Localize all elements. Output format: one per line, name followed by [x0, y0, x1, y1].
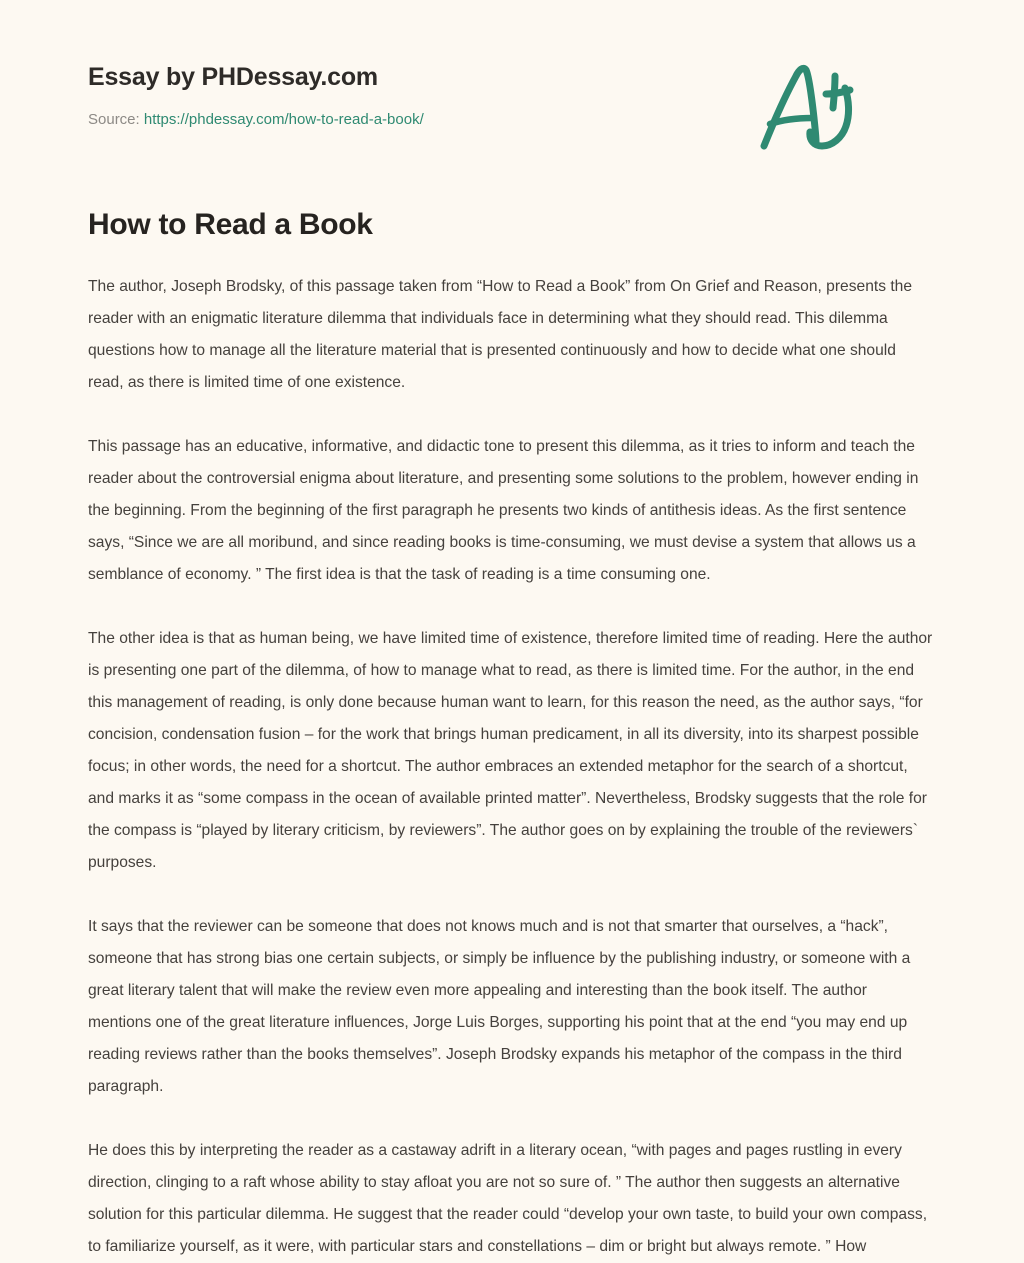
article-body [88, 243, 933, 1263]
paragraph: He does this by interpreting the reader as a castaway adrift in a literary ocean, “with pages and pages rustling in every direction, clinging to a raft whose ability to stay afloat you are not so sure of. ” The author then suggests an alternative solution for this particular dilemma. He suggest that the reader could “develop your own taste, to build your own compass, to familiarize yourself, as it were, with particular stars and constellations – dim or bright but always remote. ” How [88, 1142, 928, 1255]
page-header [88, 0, 936, 130]
page-title: How to Read a Book [88, 207, 373, 241]
brand-title: Essay by PHDessay.com [88, 63, 378, 91]
source-label: Source: [88, 111, 140, 128]
source-url-link[interactable]: https://phdessay.com/how-to-read-a-book/ [143, 111, 424, 128]
a-plus-logo-icon [754, 52, 858, 162]
paragraph: This passage has an educative, informative, and didactic tone to present this dilemma, as it tries to inform and teach the reader about the controversial enigma about literature, and presenting some solutions to the problem, however ending in the beginning. From the beginning of the first paragraph he presents two kinds of antithesis ideas. As the first sentence says, “Since we are all moribund, and since reading books is time-consuming, we must devise a system that allows us a semblance of economy. ” The first idea is that the task of reading is a time consuming one. [88, 438, 919, 583]
paragraph: It says that the reviewer can be someone that does not knows much and is not that smarter that ourselves, a “hack”, someone that has strong bias one certain subjects, or simply be influence by the publishing industry, or someone with a great literary talent that will make the review even more appealing and interesting than the book itself. The author mentions one of the great literature influences, Jorge Luis Borges, supporting his point that at the end “you may end up reading reviews rather than the books themselves”. Joseph Brodsky expands his metaphor of the compass in the third paragraph. [88, 918, 911, 1095]
paragraph: The author, Joseph Brodsky, of this passage taken from “How to Read a Book” from On Grief and Reason, presents the reader with an enigmatic literature dilemma that individuals face in determining what they should read. This dilemma questions how to manage all the literature material that is presented continuously and how to decide what one should read, as there is limited time of one existence. [88, 278, 913, 391]
paragraph: The other idea is that as human being, we have limited time of existence, therefore limited time of reading. Here the author is presenting one part of the dilemma, of how to manage what to read, as there is limited time. For the author, in the end this management of reading, is only done because human want to learn, for this reason the need, as the author says, “for concision, condensation fusion – for the work that brings human predicament, in all its diversity, into its sharpest possible focus; in other words, the need for a shortcut. The author embraces an extended metaphor for the search of a shortcut, and marks it as “some compass in the ocean of available printed matter”. Nevertheless, Brodsky suggests that the role for the compass is “played by literary criticism, by reviewers”. The author goes on by explaining the trouble of the reviewers` purposes. [88, 630, 933, 871]
